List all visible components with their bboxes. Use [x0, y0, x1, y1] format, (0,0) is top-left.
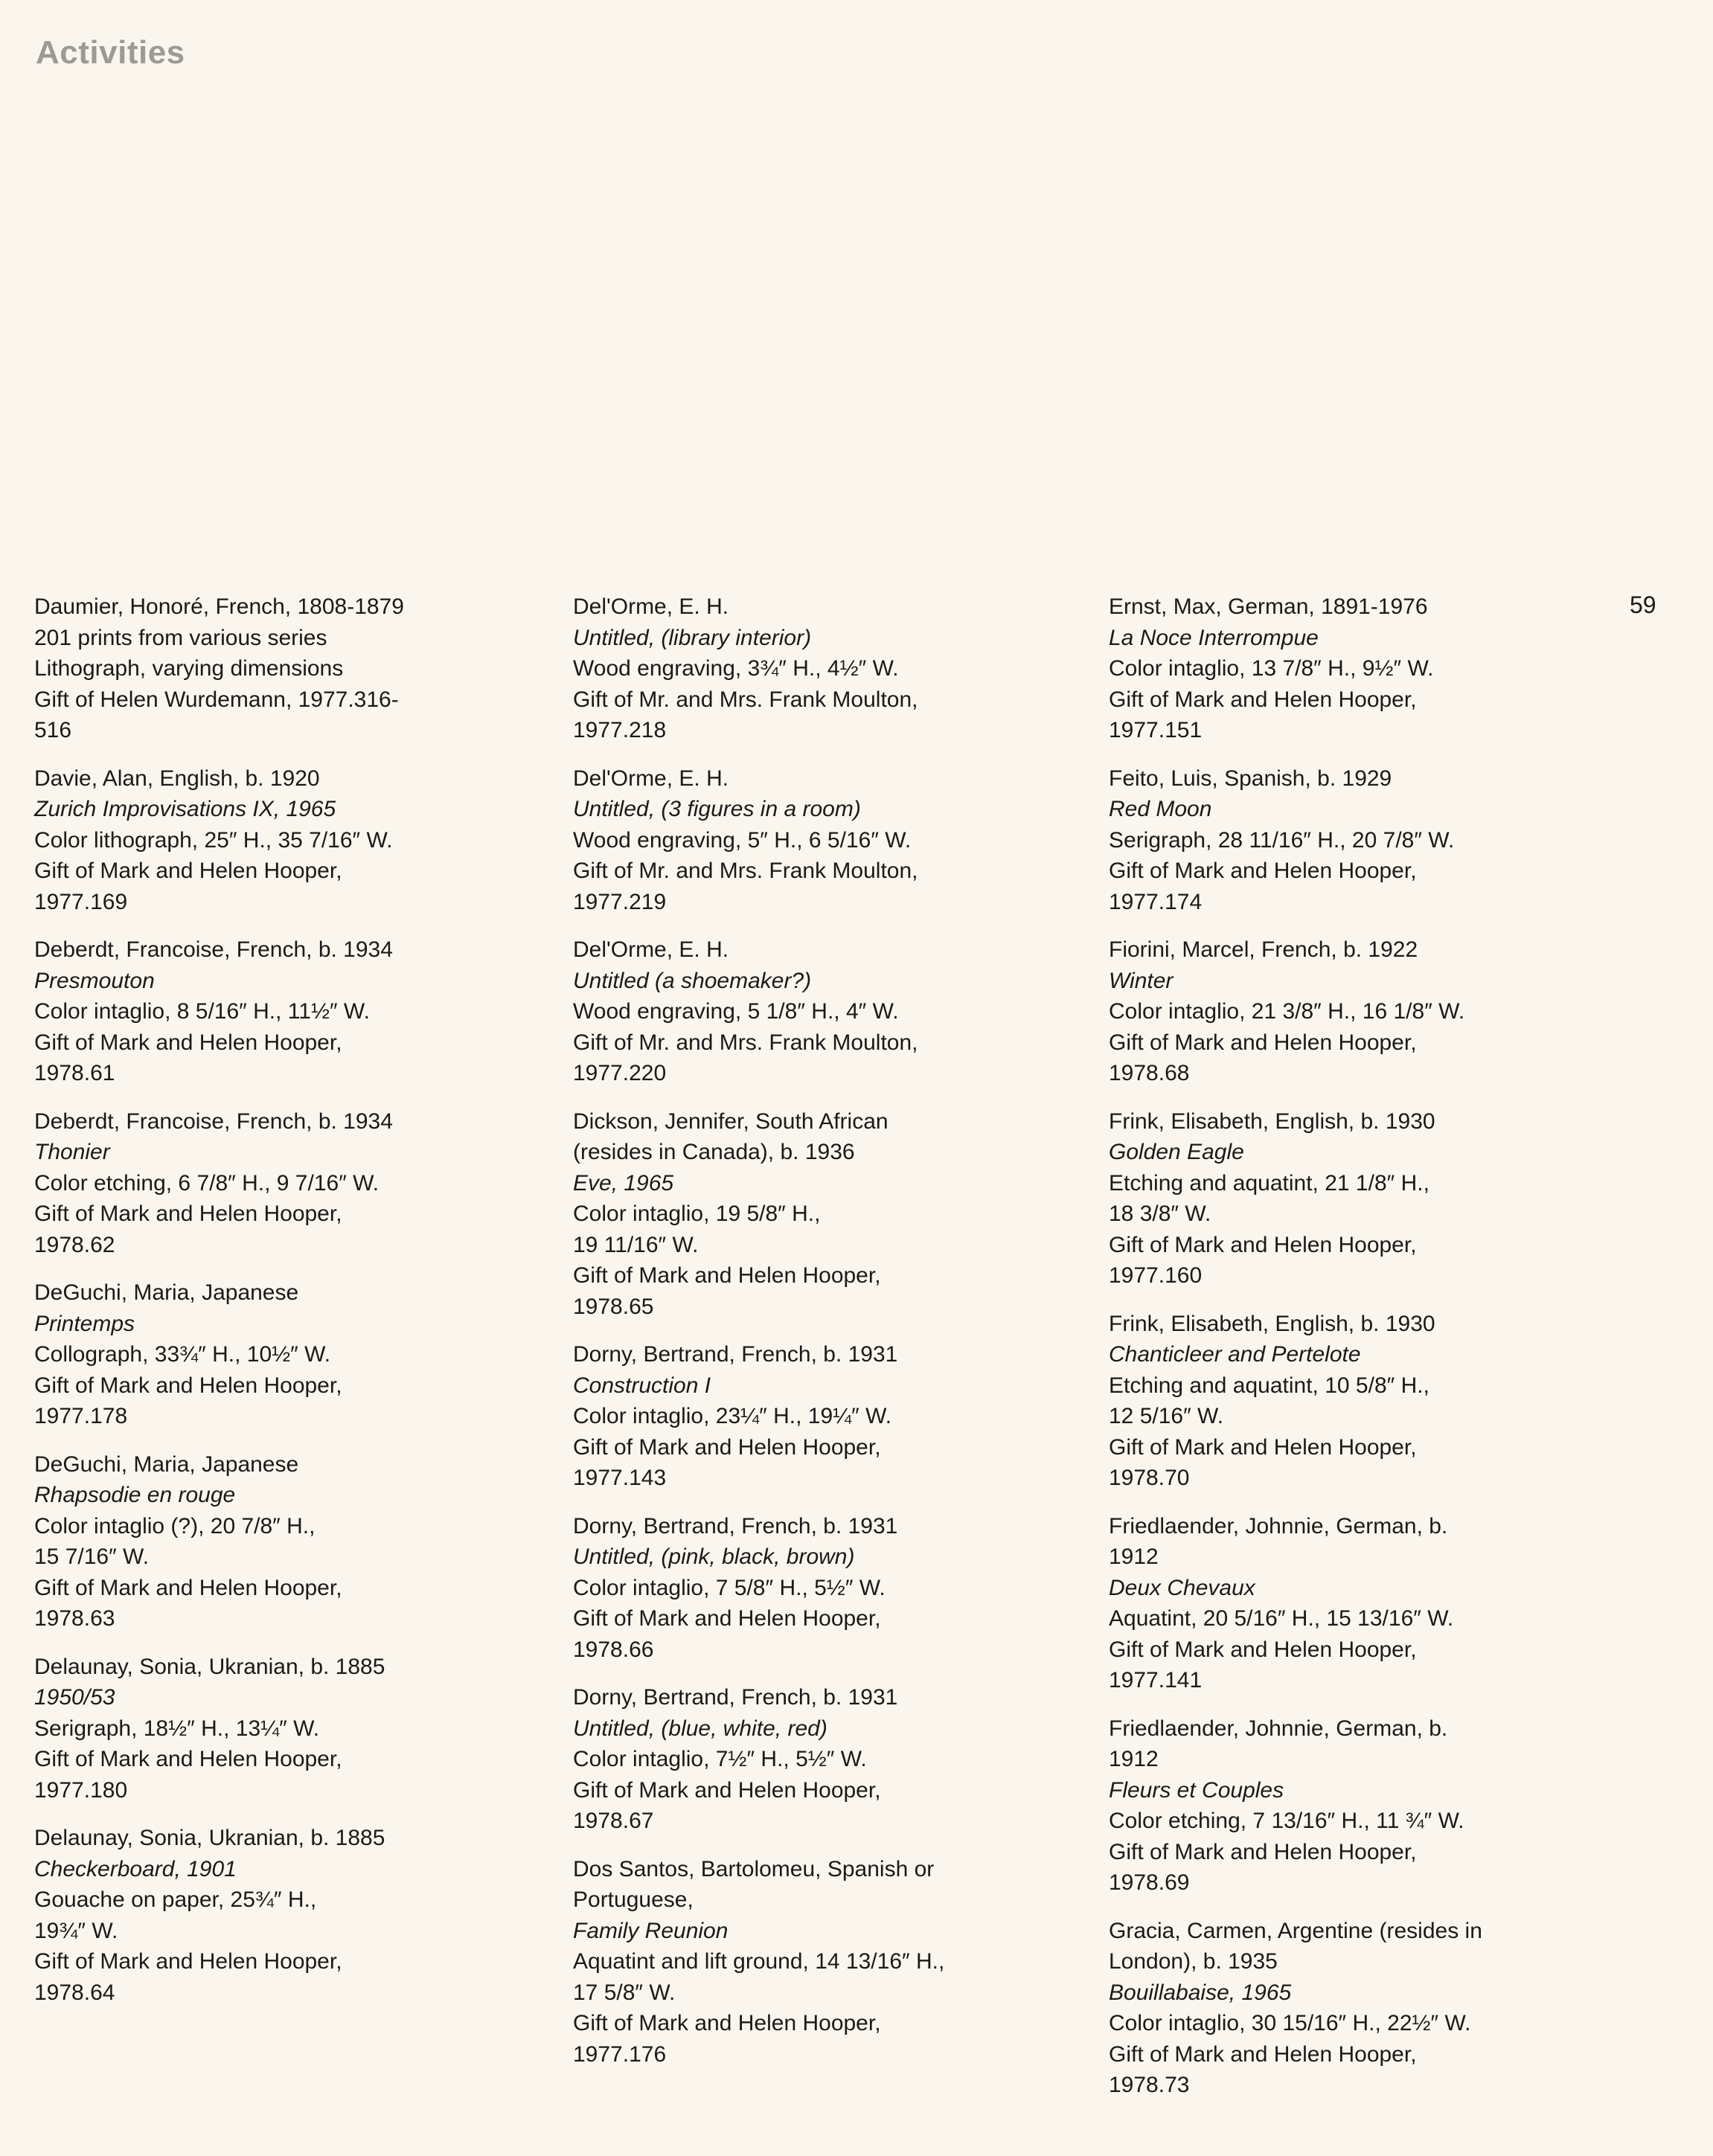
catalog-entry	[1109, 934, 1600, 1089]
entry-line: 1977.160	[1109, 1263, 1203, 1288]
catalog-entry	[1109, 1309, 1600, 1494]
catalog-entry	[573, 1854, 1064, 2070]
entry-line: 1977.218	[573, 718, 667, 742]
artwork-title: Construction I	[573, 1373, 711, 1398]
entry-line: Wood engraving, 5 1/8″ H., 4″ W.	[573, 999, 899, 1024]
catalog-entry	[34, 1277, 525, 1432]
entry-line: Gift of Mark and Helen Hooper,	[34, 1373, 342, 1398]
entry-line: (resides in Canada), b. 1936	[573, 1140, 855, 1164]
entry-line: Gift of Mark and Helen Hooper,	[34, 1575, 342, 1600]
entry-line: 1977.141	[1109, 1668, 1203, 1693]
catalog-entry	[1109, 763, 1600, 918]
entry-line: 1977.169	[34, 889, 128, 914]
entry-line: 1977.151	[1109, 718, 1203, 742]
entry-line: Gift of Mark and Helen Hooper,	[573, 1263, 881, 1288]
catalog-entry	[34, 763, 525, 918]
entry-line: Gift of Mr. and Mrs. Frank Moulton,	[573, 859, 918, 883]
entry-line: 1978.73	[1109, 2073, 1190, 2097]
entry-line: 1978.61	[34, 1061, 115, 1085]
catalog-entry	[34, 1449, 525, 1634]
entry-line: 1977.219	[573, 889, 667, 914]
entry-line: 17 5/8″ W.	[573, 1980, 676, 2005]
entry-line: 1978.62	[34, 1232, 115, 1257]
artwork-title: Untitled, (3 figures in a room)	[573, 797, 861, 821]
entry-line: Color intaglio, 19 5/8″ H.,	[573, 1201, 821, 1226]
entry-line: 1977.178	[34, 1404, 128, 1428]
catalog-entry	[573, 1511, 1064, 1666]
entry-line: Dorny, Bertrand, French, b. 1931	[573, 1342, 898, 1367]
entry-line: 1978.69	[1109, 1870, 1190, 1895]
entry-line: Daumier, Honoré, French, 1808-1879	[34, 594, 404, 619]
artwork-title: Eve, 1965	[573, 1170, 674, 1196]
entry-line: Deberdt, Francoise, French, b. 1934	[34, 1109, 393, 1134]
catalog-entry	[1109, 1511, 1600, 1696]
entry-line: 19 11/16″ W.	[573, 1232, 699, 1257]
artwork-title: Red Moon	[1109, 797, 1212, 821]
entry-line: Delaunay, Sonia, Ukranian, b. 1885	[34, 1654, 385, 1679]
catalog-entry	[573, 1106, 1064, 1323]
entry-line: Color intaglio (?), 20 7/8″ H.,	[34, 1513, 316, 1539]
entry-line: Del'Orme, E. H.	[573, 594, 729, 619]
artwork-title: Rhapsodie en rouge	[34, 1483, 236, 1507]
entry-line: Dorny, Bertrand, French, b. 1931	[573, 1513, 898, 1539]
catalog-entry	[573, 1682, 1064, 1837]
entry-line: Feito, Luis, Spanish, b. 1929	[1109, 766, 1392, 791]
entry-line: Portuguese,	[573, 1887, 694, 1912]
catalog-entry	[34, 1823, 525, 2008]
entry-line: Del'Orme, E. H.	[573, 937, 729, 962]
entry-line: Dickson, Jennifer, South African	[573, 1109, 888, 1134]
entry-line: Fiorini, Marcel, French, b. 1922	[1109, 937, 1418, 962]
entry-line: Del'Orme, E. H.	[573, 766, 729, 791]
entry-line: Color intaglio, 13 7/8″ H., 9½″ W.	[1109, 656, 1434, 681]
entry-line: Dorny, Bertrand, French, b. 1931	[573, 1685, 898, 1710]
catalog-entry	[1109, 1106, 1600, 1292]
entry-line: Gift of Mark and Helen Hooper,	[34, 1201, 342, 1226]
entry-line: 1978.67	[573, 1809, 654, 1833]
entry-line: Friedlaender, Johnnie, German, b.	[1109, 1716, 1448, 1741]
entry-line: Gift of Mark and Helen Hooper,	[573, 1777, 881, 1803]
entry-line: Gracia, Carmen, Argentine (resides in	[1109, 1918, 1482, 1943]
artwork-title: Untitled, (blue, white, red)	[573, 1716, 827, 1741]
entry-line: Collograph, 33¾″ H., 10½″ W.	[34, 1342, 331, 1367]
entry-line: DeGuchi, Maria, Japanese	[34, 1451, 299, 1477]
entry-line: Gift of Mark and Helen Hooper,	[1109, 2041, 1417, 2067]
entry-line: London), b. 1935	[1109, 1949, 1278, 1974]
artwork-title: La Noce Interrompue	[1109, 625, 1319, 650]
entry-line: Gift of Helen Wurdemann, 1977.316-	[34, 687, 399, 712]
artwork-title: Untitled (a shoemaker?)	[573, 968, 812, 993]
entry-line: Gift of Mark and Helen Hooper,	[1109, 1030, 1417, 1055]
entry-line: 1978.68	[1109, 1061, 1190, 1085]
catalog-entry	[573, 934, 1064, 1089]
artwork-title: Printemps	[34, 1311, 135, 1336]
entry-line: 516	[34, 718, 72, 742]
entry-line: Wood engraving, 3¾″ H., 4½″ W.	[573, 656, 899, 681]
entry-line: Color intaglio, 21 3/8″ H., 16 1/8″ W.	[1109, 999, 1465, 1024]
entry-line: Serigraph, 18½″ H., 13¼″ W.	[34, 1716, 320, 1741]
catalog-column-2	[573, 591, 1064, 2087]
entry-line: 1912	[1109, 1747, 1159, 1771]
entry-line: 19¾″ W.	[34, 1918, 118, 1943]
entry-line: 12 5/16″ W.	[1109, 1404, 1224, 1428]
entry-line: 1912	[1109, 1544, 1159, 1569]
entry-line: Aquatint and lift ground, 14 13/16″ H.,	[573, 1949, 945, 1974]
catalog-entry	[34, 1652, 525, 1806]
entry-line: Gift of Mark and Helen Hooper,	[34, 1030, 342, 1055]
entry-line: Gift of Mark and Helen Hooper,	[573, 2011, 881, 2035]
artwork-title: Chanticleer and Pertelote	[1109, 1342, 1361, 1367]
entry-line: 15 7/16″ W.	[34, 1544, 150, 1569]
entry-line: 1978.63	[34, 1606, 115, 1631]
entry-line: Gift of Mark and Helen Hooper,	[1109, 1232, 1417, 1257]
entry-line: 1977.220	[573, 1061, 667, 1085]
entry-line: Ernst, Max, German, 1891-1976	[1109, 594, 1428, 619]
artwork-title: Presmouton	[34, 968, 155, 993]
entry-line: Dos Santos, Bartolomeu, Spanish or	[573, 1856, 935, 1881]
entry-line: Etching and aquatint, 10 5/8″ H.,	[1109, 1373, 1429, 1398]
entry-line: Gift of Mark and Helen Hooper,	[573, 1434, 881, 1460]
entry-line: Davie, Alan, English, b. 1920	[34, 766, 320, 791]
entry-line: 1977.174	[1109, 889, 1203, 914]
catalog-entry	[34, 1106, 525, 1261]
catalog-entry	[1109, 1713, 1600, 1899]
entry-line: Gift of Mark and Helen Hooper,	[34, 1949, 342, 1974]
entry-line: Gift of Mark and Helen Hooper,	[573, 1606, 881, 1631]
entry-line: Gift of Mark and Helen Hooper,	[1109, 1839, 1417, 1864]
artwork-title: Winter	[1109, 968, 1174, 993]
catalog-entry	[573, 1339, 1064, 1494]
entry-line: Aquatint, 20 5/16″ H., 15 13/16″ W.	[1109, 1606, 1454, 1631]
entry-line: Frink, Elisabeth, English, b. 1930	[1109, 1109, 1435, 1134]
entry-line: 1977.143	[573, 1466, 667, 1490]
catalog-entry	[34, 934, 525, 1089]
page-number: 59	[1630, 591, 1656, 618]
entry-line: 1978.66	[573, 1637, 654, 1662]
entry-line: Deberdt, Francoise, French, b. 1934	[34, 937, 393, 962]
entry-line: 1977.180	[34, 1777, 128, 1803]
entry-line: Friedlaender, Johnnie, German, b.	[1109, 1513, 1448, 1539]
artwork-title: Fleurs et Couples	[1109, 1777, 1284, 1803]
artwork-title: Golden Eagle	[1109, 1140, 1244, 1164]
entry-line: Gift of Mark and Helen Hooper,	[34, 1747, 342, 1771]
catalog-entry	[1109, 1916, 1600, 2101]
entry-line: Gift of Mark and Helen Hooper,	[1109, 687, 1417, 712]
entry-line: 1978.65	[573, 1294, 654, 1319]
entry-line: Wood engraving, 5″ H., 6 5/16″ W.	[573, 827, 912, 853]
catalog-column-3	[1109, 591, 1600, 2118]
artwork-title: Deux Chevaux	[1109, 1575, 1255, 1600]
section-header: Activities	[36, 34, 185, 71]
entry-line: Gift of Mark and Helen Hooper,	[34, 859, 342, 883]
entry-line: Gouache on paper, 25¾″ H.,	[34, 1887, 317, 1912]
entry-line: Frink, Elisabeth, English, b. 1930	[1109, 1311, 1435, 1336]
entry-line: Color etching, 7 13/16″ H., 11 ¾″ W.	[1109, 1809, 1464, 1833]
entry-line: Color etching, 6 7/8″ H., 9 7/16″ W.	[34, 1170, 380, 1196]
entry-line: 1978.70	[1109, 1466, 1190, 1490]
entry-line: Color intaglio, 7½″ H., 5½″ W.	[573, 1747, 867, 1771]
entry-line: Gift of Mark and Helen Hooper,	[1109, 1637, 1417, 1662]
artwork-title: Untitled, (library interior)	[573, 625, 812, 650]
entry-line: 1977.176	[573, 2041, 667, 2067]
catalog-entry	[1109, 591, 1600, 746]
entry-line: Gift of Mark and Helen Hooper,	[1109, 1434, 1417, 1460]
catalog-entry	[573, 763, 1064, 918]
artwork-title: Checkerboard, 1901	[34, 1856, 237, 1881]
entry-line: Lithograph, varying dimensions	[34, 656, 344, 681]
entry-line: 18 3/8″ W.	[1109, 1201, 1211, 1226]
entry-line: Gift of Mr. and Mrs. Frank Moulton,	[573, 1030, 918, 1055]
artwork-title: Bouillabaise, 1965	[1109, 1980, 1292, 2005]
catalog-column-1	[34, 591, 525, 2025]
catalog-entry	[573, 591, 1064, 746]
entry-line: Gift of Mr. and Mrs. Frank Moulton,	[573, 687, 918, 712]
entry-line: Serigraph, 28 11/16″ H., 20 7/8″ W.	[1109, 827, 1455, 853]
entry-line: Color intaglio, 8 5/16″ H., 11½″ W.	[34, 999, 370, 1024]
entry-line: Delaunay, Sonia, Ukranian, b. 1885	[34, 1826, 385, 1850]
entry-line: Etching and aquatint, 21 1/8″ H.,	[1109, 1170, 1429, 1196]
entry-line: 201 prints from various series	[34, 625, 327, 650]
entry-line: DeGuchi, Maria, Japanese	[34, 1280, 299, 1305]
artwork-title: 1950/53	[34, 1685, 115, 1710]
catalog-entry	[34, 591, 525, 746]
entry-line: Color intaglio, 7 5/8″ H., 5½″ W.	[573, 1575, 886, 1600]
artwork-title: Thonier	[34, 1140, 110, 1164]
entry-line: Color lithograph, 25″ H., 35 7/16″ W.	[34, 827, 393, 853]
artwork-title: Family Reunion	[573, 1918, 729, 1943]
entry-line: 1978.64	[34, 1980, 115, 2005]
artwork-title: Zurich Improvisations IX, 1965	[34, 797, 336, 821]
entry-line: Gift of Mark and Helen Hooper,	[1109, 859, 1417, 883]
entry-line: Color intaglio, 23¼″ H., 19¼″ W.	[573, 1404, 892, 1428]
artwork-title: Untitled, (pink, black, brown)	[573, 1544, 855, 1569]
entry-line: Color intaglio, 30 15/16″ H., 22½″ W.	[1109, 2011, 1471, 2035]
